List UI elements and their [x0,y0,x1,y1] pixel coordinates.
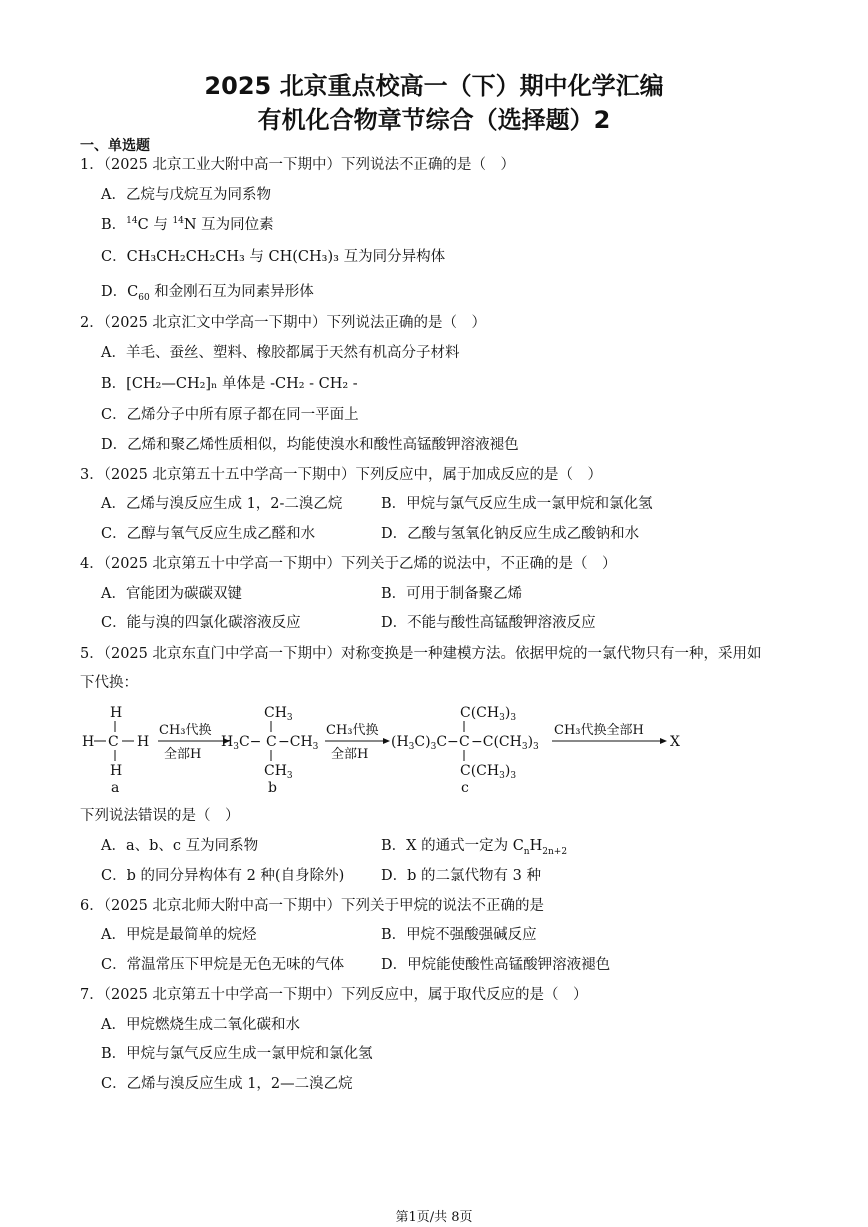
polyethylene-formula: [CH₂—CH₂]ₙ [126,376,218,392]
question-2-stem: 2．（2025 北京汇文中学高一下期中）下列说法正确的是（ ） [80,315,486,331]
section-heading: 一、单选题 [80,138,150,154]
methane-top-h: H [110,705,123,721]
question-1-stem: 1．（2025 北京工业大附中高一下期中）下列说法不正确的是（ ） [80,157,515,173]
question-4-option-a: A．官能团为碳碳双键 [101,586,242,602]
question-5-stem-line1: 5．（2025 北京东直门中学高一下期中）对称变换是一种建模方法。依据甲烷的一氯代物只有一种，采用如 [80,646,762,662]
question-4-option-c: C．能与溴的四氯化碳溶液反应 [101,615,301,631]
question-5-option-b: B．X 的通式一定为 $C_nH_{2n+2}$ [381,838,568,857]
question-6-option-a: A．甲烷是最简单的烷烃 [101,927,257,943]
question-2-option-d: D．乙烯和聚乙烯性质相似，均能使溴水和酸性高锰酸钾溶液褪色 [101,437,519,453]
arrow3-top-label: CH₃代换全部H [554,723,644,738]
product-x: X [670,734,680,750]
question-5-option-a: A．a、b、c 互为同系物 [101,838,259,854]
substitution-scheme [78,700,718,800]
question-6-option-b: B．甲烷不强酸强碱反应 [381,927,537,943]
question-3-option-a: A．乙烯与溴反应生成 1，2-二溴乙烷 [101,496,343,512]
question-3-stem: 3．（2025 北京第五十五中学高一下期中）下列反应中，属于加成反应的是（ ） [80,467,602,483]
b-top-ch3: $CH_3$ [264,705,293,723]
emphasis-text: 不正确 [500,556,544,572]
b-right-ch3: $-CH_3$ [278,734,319,752]
question-6-option-c: C．常温常压下甲烷是无色无味的气体 [101,957,345,973]
question-5-option-c: C．b 的同分异构体有 2 种(自身除外) [101,868,345,884]
question-2-option-c: C．乙烯分子中所有原子都在同一平面上 [101,407,359,423]
methane-left-h: H [82,734,95,750]
arrow2-top-label: CH₃代换 [326,723,379,738]
arrow1-top-label: CH₃代换 [159,723,212,738]
question-4-stem: 4．（2025 北京第五十中学高一下期中）下列关于乙烯的说法中，不正确的是（ ） [80,556,617,572]
question-4-option-b: B．可用于制备聚乙烯 [381,586,523,602]
c-bottom-group: $C(CH_3)_3$ [460,763,517,781]
question-1-option-a: A．乙烷与戊烷互为同系物 [101,187,271,203]
question-1-option-b: B．$^{14}$C 与 $^{14}$N 互为同位素 [101,216,274,233]
question-2-option-a: A．羊毛、蚕丝、塑料、橡胶都属于天然有机高分子材料 [101,345,460,361]
question-6-stem: 6．（2025 北京北师大附中高一下期中）下列关于甲烷的说法不正确的是 [80,898,544,914]
label-c: c [461,780,469,796]
question-6-option-d: D．甲烷能使酸性高锰酸钾溶液褪色 [381,957,611,973]
question-7-option-b: B．甲烷与氯气反应生成一氯甲烷和氯化氢 [101,1046,373,1062]
page-title: 2025 北京重点校高一（下）期中化学汇编 [204,72,664,100]
label-a: a [111,780,120,796]
question-4-option-d: D．不能与酸性高锰酸钾溶液反应 [381,615,596,631]
c-top-group: $C(CH_3)_3$ [460,705,517,723]
question-7-option-c: C．乙烯与溴反应生成 1，2—二溴乙烷 [101,1076,353,1092]
question-1-option-c: C．CH₃CH₂CH₂CH₃ 与 CH(CH₃)₃ 互为同分异构体 [101,249,446,265]
question-3-option-b: B．甲烷与氯气反应生成一氯甲烷和氯化氢 [381,496,653,512]
b-carbon: C [266,734,277,750]
arrow1-bottom-label: 全部H [164,747,202,762]
page-subtitle: 有机化合物章节综合（选择题）2 [257,106,611,134]
methane-right-h: H [137,734,150,750]
question-1-option-d: D．$C_{60}$ 和金刚石互为同素异形体 [101,284,314,303]
page-footer: 第1页/共 8页 [395,1210,473,1225]
c-left-group: $(H_3C)_3C-$ [391,734,459,752]
emphasis-text: 不正确 [471,898,515,914]
arrow2-bottom-label: 全部H [331,747,369,762]
c-carbon: C [459,734,470,750]
label-b: b [268,780,277,796]
question-2-option-b: B．[CH₂—CH₂]ₙ 单体是 -CH₂ - CH₂ - [101,376,358,392]
question-3-option-d: D．乙酸与氢氧化钠反应生成乙酸钠和水 [381,526,640,542]
c-right-group: $-C(CH_3)_3$ [471,734,539,752]
question-5-prompt: 下列说法错误的是（ ） [80,808,240,824]
methane-carbon: C [108,734,119,750]
question-3-option-c: C．乙醇与氧气反应生成乙醛和水 [101,526,316,542]
question-5-stem-line2: 下代换： [80,675,138,691]
b-bottom-ch3: $CH_3$ [264,763,293,781]
b-main-chain: $H_3C-$ [221,734,262,752]
question-5-option-d: D．b 的二氯代物有 3 种 [381,868,541,884]
question-7-option-a: A．甲烷燃烧生成二氧化碳和水 [101,1017,300,1033]
question-7-stem: 7．（2025 北京第五十中学高一下期中）下列反应中，属于取代反应的是（ ） [80,987,588,1003]
methane-bottom-h: H [110,763,123,779]
